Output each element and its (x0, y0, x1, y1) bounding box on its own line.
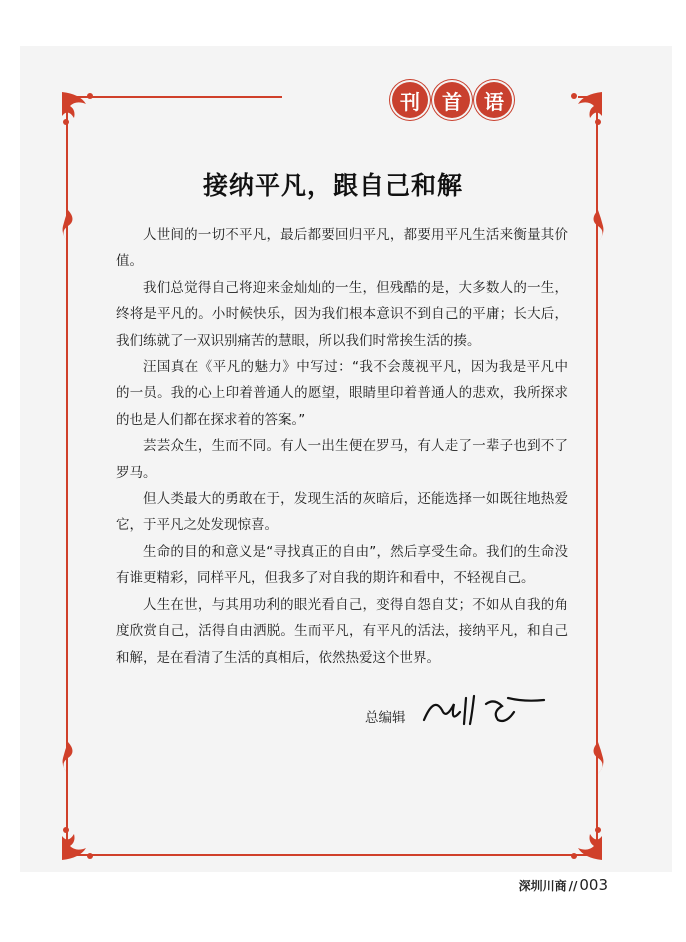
header-badge: 刊 (392, 82, 428, 118)
corner-ornament-top-right (560, 90, 604, 134)
side-ornament-right (587, 208, 609, 244)
side-ornament-left-lower (57, 740, 79, 776)
paragraph: 人生在世，与其用功利的眼光看自己，变得自怨自艾；不如从自我的角度欣赏自己，活得自由洒脱。生而平凡，有平凡的活法，接纳平凡，和自己和解，是在看清了生活的真相后，依然热爱这个世界。 (116, 596, 568, 666)
paragraph: 生命的目的和意义是“寻找真正的自由”，然后享受生命。我们的生命没有谁更精彩，同样平凡，但我多了对自我的期许和看中，不轻视自己。 (116, 543, 568, 587)
paragraph: 芸芸众生，生而不同。有人一出生便在罗马，有人走了一辈子也到不了罗马。 (116, 438, 568, 481)
side-ornament-right-lower (587, 740, 609, 776)
header-badge: 语 (476, 82, 512, 118)
page-footer (519, 876, 608, 894)
magazine-name: 深圳川商 (518, 879, 567, 893)
editor-label: 总编辑 (365, 710, 406, 726)
footer-separator: // (568, 879, 578, 893)
paragraph: 我们总觉得自己将迎来金灿灿的一生，但残酷的是，大多数人的一生，终将是平凡的。小时候快乐，因为我们根本意识不到自己的平庸；长大后，我们练就了一双识别痛苦的慧眼，所以我们时常挨生活的揍。 (116, 279, 568, 349)
editor-signature (420, 690, 550, 730)
page-number: 003 (579, 876, 608, 894)
paragraph: 但人类最大的勇敢在于，发现生活的灰暗后，还能选择一如既往地热爱它，于平凡之处发现惊喜。 (116, 491, 568, 534)
article-body (116, 222, 568, 671)
corner-ornament-bottom-right (560, 818, 604, 862)
paragraph: 汪国真在《平凡的魅力》中写过：“我不会蔑视平凡，因为我是平凡中的一员。我的心上印着普通人的愿望，眼睛里印着普通人的悲欢，我所探求的也是人们都在探求着的答案。” (116, 359, 568, 428)
paragraph: 人世间的一切不平凡，最后都要回归平凡，都要用平凡生活来衡量其价值。 (116, 227, 568, 270)
corner-ornament-bottom-left (60, 818, 104, 862)
column-header-badges (392, 82, 512, 118)
corner-ornament-top-left (60, 90, 104, 134)
side-ornament-left (57, 208, 79, 244)
article-title: 接纳平凡，跟自己和解 (202, 171, 463, 200)
header-badge: 首 (434, 82, 470, 118)
